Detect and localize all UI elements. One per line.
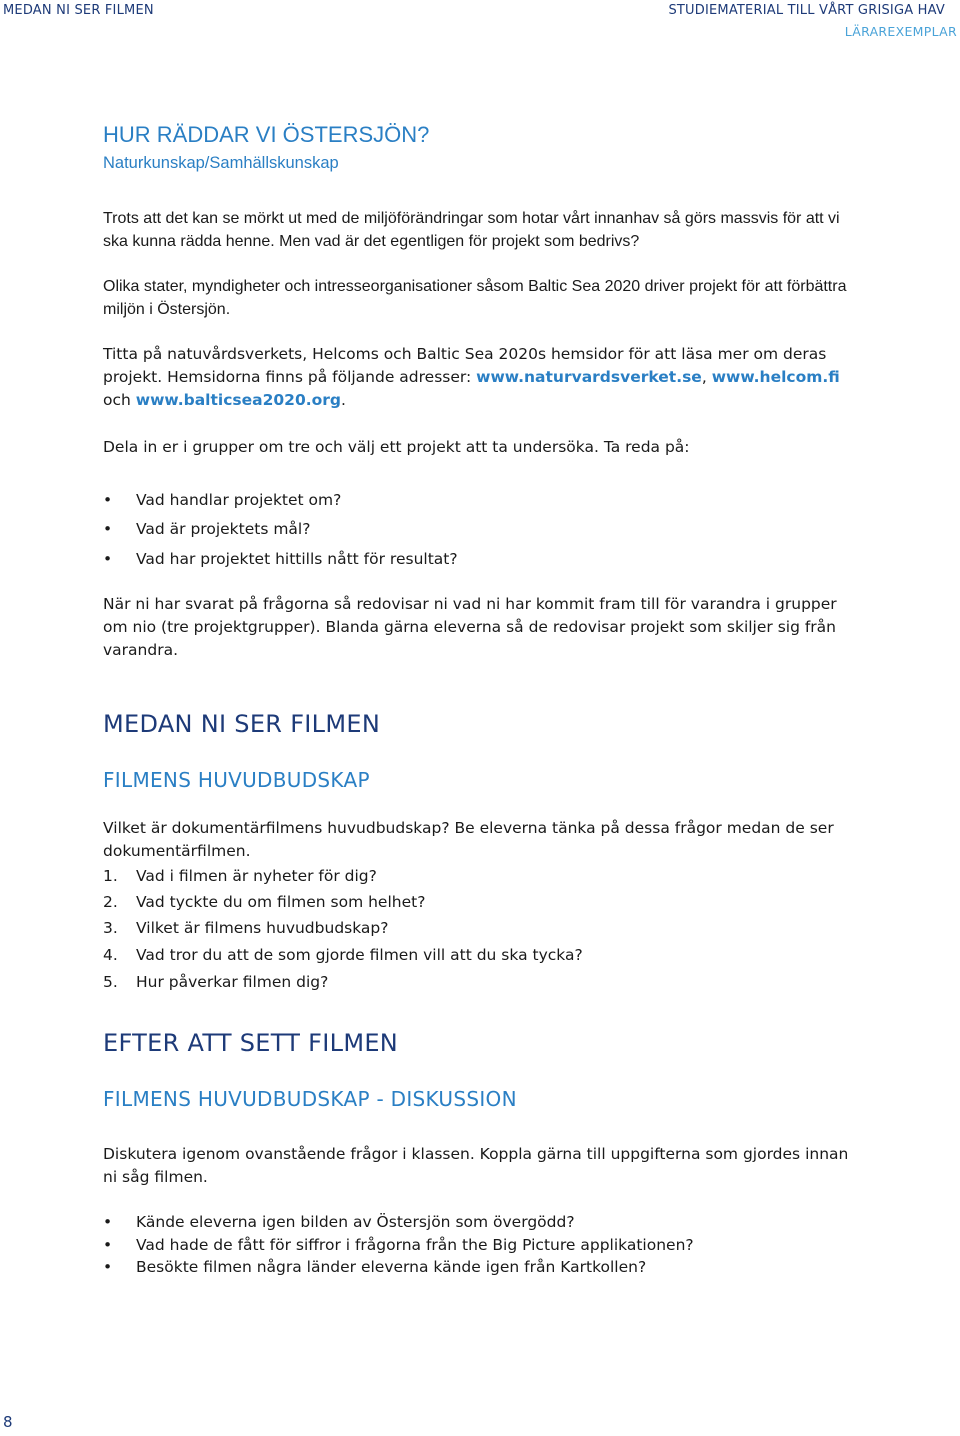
- link-and: och: [103, 391, 136, 409]
- heading-during-film: MEDAN NI SER FILMEN: [103, 710, 381, 738]
- subheading-main-message: FILMENS HUVUDBUDSKAP: [103, 768, 370, 792]
- link-naturvardsverket[interactable]: www.naturvardsverket.se: [476, 368, 702, 386]
- paragraph-main-message: Vilket är dokumentärfilmens huvudbudskap? Be eleverna tänka på dessa frågor medan de ser dokumentärfilmen.: [103, 819, 834, 860]
- heading-after-film: EFTER ATT SETT FILMEN: [103, 1029, 399, 1057]
- link-end: .: [341, 391, 346, 409]
- paragraph-present: När ni har svarat på frågorna så redovisar ni vad ni har kommit fram till för varandra i grupper om nio (tre projektgrupper). Blanda gärna eleverna så de redovisar projekt som skiljer sig från varandra.: [103, 595, 837, 659]
- bullet-marker: •: [103, 1258, 113, 1276]
- paragraph-groups: Dela in er i grupper om tre och välj ett projekt att ta undersöka. Ta reda på:: [103, 438, 690, 456]
- link-balticsea2020[interactable]: www.balticsea2020.org: [135, 391, 342, 409]
- running-header-left: MEDAN NI SER FILMEN: [3, 3, 154, 18]
- paragraph-discussion: Diskutera igenom ovanstående frågor i klassen. Koppla gärna till uppgifterna som gjordes innan ni såg filmen.: [103, 1145, 849, 1186]
- link-separator: ,: [701, 368, 712, 386]
- bullet-marker: •: [103, 520, 113, 538]
- paragraph-intro: Trots att det kan se mörkt ut med de miljöförändringar som hotar vårt innanhav så görs massvis för att vi ska kunna rädda henne. Men vad är det egentligen för projekt som bedrivs?: [103, 210, 840, 250]
- bullet-marker: •: [103, 1236, 113, 1254]
- page-number: 8: [3, 1413, 13, 1431]
- bullet-marker: •: [103, 491, 113, 509]
- bullet-marker: •: [103, 550, 113, 568]
- bullet-marker: •: [103, 1213, 113, 1231]
- running-header-right: STUDIEMATERIAL TILL VÅRT GRISIGA HAV: [668, 3, 945, 18]
- section-title-save-baltic: HUR RÄDDAR VI ÖSTERSJÖN?: [103, 122, 430, 147]
- running-header-sub: LÄRAREXEMPLAR: [844, 24, 957, 39]
- paragraph-websites: [103, 343, 863, 412]
- paragraph-organisations: Olika stater, myndigheter och intresseorganisationer såsom Baltic Sea 2020 driver projekt för att förbättra miljön i Östersjön.: [103, 278, 847, 318]
- section-subject: Naturkunskap/Samhällskunskap: [103, 154, 339, 172]
- subheading-discussion: FILMENS HUVUDBUDSKAP - DISKUSSION: [103, 1087, 517, 1111]
- websites-text: Titta på natuvårdsverkets, Helcoms och Baltic Sea 2020s hemsidor för att läsa mer om deras projekt. Hemsidorna finns på följande adresser:: [103, 345, 827, 386]
- link-helcom[interactable]: www.helcom.fi: [711, 368, 840, 386]
